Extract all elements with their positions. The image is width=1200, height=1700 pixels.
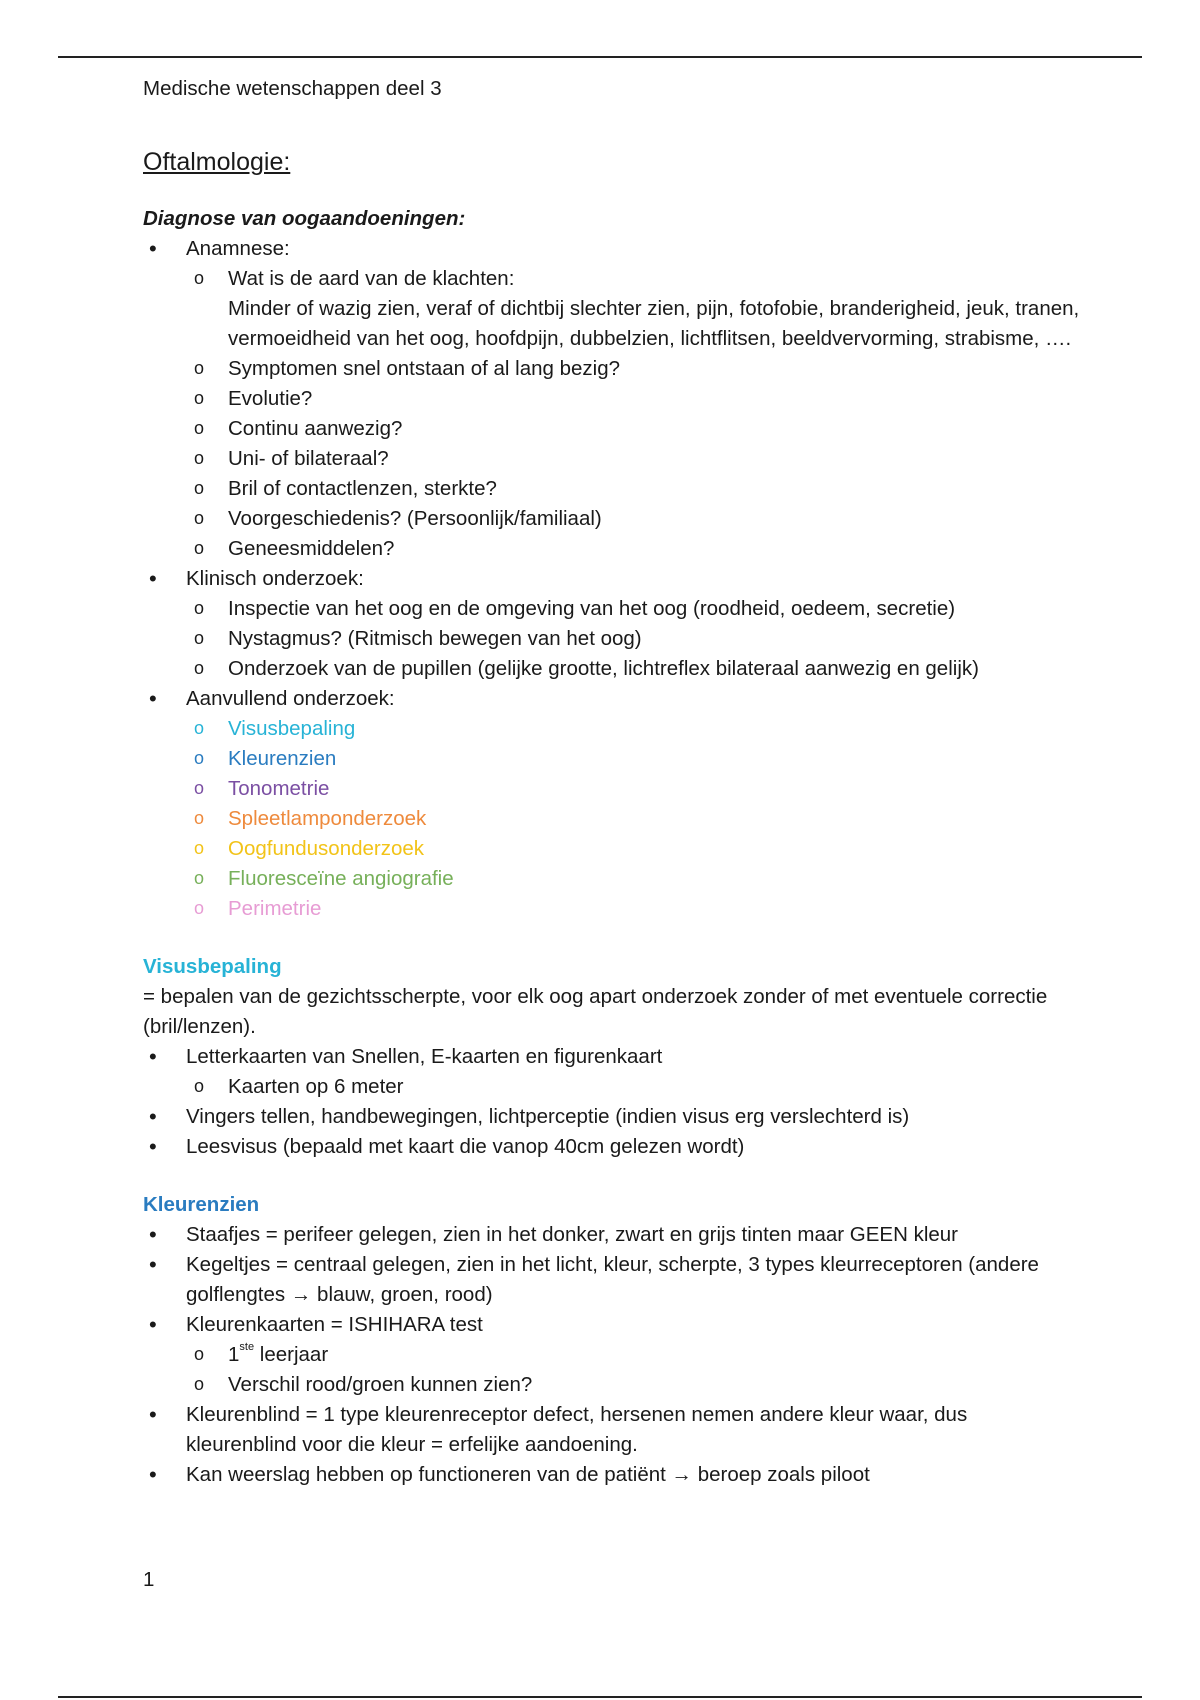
list-item: o Kaarten op 6 meter: [143, 1072, 1083, 1102]
link-visusbepaling[interactable]: o Visusbepaling: [143, 714, 1083, 744]
list-item: • Kleurenblind = 1 type kleurenreceptor defect, hersenen nemen andere kleur waar, dus kleurenblind voor die kleur = erfelijke aandoening.: [143, 1400, 1083, 1460]
list-item: o Onderzoek van de pupillen (gelijke grootte, lichtreflex bilateraal aanwezig en gelijk): [143, 654, 1083, 684]
list-item: o Nystagmus? (Ritmisch bewegen van het oog): [143, 624, 1083, 654]
list-item: o Symptomen snel ontstaan of al lang bezig?: [143, 354, 1083, 384]
bottom-rule: [58, 1696, 1142, 1698]
list-item: [143, 234, 1083, 564]
list-item: • Leesvisus (bepaald met kaart die vanop 40cm gelezen wordt): [143, 1132, 1083, 1162]
running-header: Medische wetenschappen deel 3: [143, 77, 442, 100]
anamnese-sublist: [186, 264, 1083, 564]
list-item: o Inspectie van het oog en de omgeving van het oog (roodheid, oedeem, secretie): [143, 594, 1083, 624]
ishihara-sublist: [186, 1340, 1083, 1400]
list-item: o Uni- of bilateraal?: [143, 444, 1083, 474]
list-item: o Voorgeschiedenis? (Persoonlijk/familiaal): [143, 504, 1083, 534]
klinisch-sublist: [186, 594, 1083, 684]
visus-definition: = bepalen van de gezichtsscherpte, voor elk oog apart onderzoek zonder of met eventuele correctie (bril/lenzen).: [143, 985, 1048, 1038]
aanvullend-sublist: [186, 714, 1083, 924]
leerjaar-ordinal: ste: [239, 1341, 255, 1353]
kleurenzien-heading: Kleurenzien: [143, 1193, 260, 1216]
aanvullend-label: Aanvullend onderzoek:: [186, 687, 395, 710]
leerjaar-text: leerjaar: [254, 1343, 329, 1366]
link-fluoresceine-angiografie[interactable]: o Fluoresceïne angiografie: [143, 864, 1083, 894]
list-item: • Staafjes = perifeer gelegen, zien in het donker, zwart en grijs tinten maar GEEN kleur: [143, 1220, 1083, 1250]
list-item: [143, 1042, 1083, 1102]
link-perimetrie[interactable]: o Perimetrie: [143, 894, 1083, 924]
document-page: [143, 70, 1083, 1490]
page-number: 1: [143, 1568, 155, 1591]
aard-detail: Minder of wazig zien, veraf of dichtbij slechter zien, pijn, fotofobie, branderigheid, jeuk, tranen, vermoeidheid van het oog, hoofdpijn, dubbelzien, lichtflitsen, beeldvervorming, strabisme, ….: [228, 297, 1080, 350]
visus-sublist: [186, 1072, 1083, 1102]
list-item: • Kan weerslag hebben op functioneren van de patiënt → beroep zoals piloot: [143, 1460, 1083, 1490]
kleurenzien-bullet-3: Kleurenkaarten = ISHIHARA test: [186, 1313, 483, 1336]
link-tonometrie[interactable]: o Tonometrie: [143, 774, 1083, 804]
list-item: • Vingers tellen, handbewegingen, lichtperceptie (indien visus erg verslechterd is): [143, 1102, 1083, 1132]
klinisch-label: Klinisch onderzoek:: [186, 567, 364, 590]
page-title: Oftalmologie:: [143, 148, 291, 176]
list-item: [143, 1310, 1083, 1400]
list-item: [143, 264, 1083, 354]
kleurenzien-list: [143, 1220, 1083, 1490]
list-item: [143, 684, 1083, 924]
visus-heading: Visusbepaling: [143, 955, 282, 978]
link-kleurenzien[interactable]: o Kleurenzien: [143, 744, 1083, 774]
list-item: o Bril of contactlenzen, sterkte?: [143, 474, 1083, 504]
list-item: [143, 1340, 1083, 1370]
list-item: o Geneesmiddelen?: [143, 534, 1083, 564]
diagnose-list: [143, 234, 1083, 924]
list-item: o Verschil rood/groen kunnen zien?: [143, 1370, 1083, 1400]
aard-question: Wat is de aard van de klachten:: [228, 267, 515, 290]
list-item: [143, 564, 1083, 684]
visus-list: [143, 1042, 1083, 1162]
list-item: o Evolutie?: [143, 384, 1083, 414]
diagnose-heading: Diagnose van oogaandoeningen:: [143, 207, 466, 230]
visus-bullet-1: Letterkaarten van Snellen, E-kaarten en figurenkaart: [186, 1045, 663, 1068]
leerjaar-number: 1: [228, 1343, 240, 1366]
list-item: o Continu aanwezig?: [143, 414, 1083, 444]
list-item: • Kegeltjes = centraal gelegen, zien in het licht, kleur, scherpte, 3 types kleurreceptoren (andere golflengtes → blauw, groen, rood): [143, 1250, 1083, 1310]
link-spleetlamponderzoek[interactable]: o Spleetlamponderzoek: [143, 804, 1083, 834]
anamnese-label: Anamnese:: [186, 237, 290, 260]
link-oogfundusonderzoek[interactable]: o Oogfundusonderzoek: [143, 834, 1083, 864]
top-rule: [58, 56, 1142, 58]
